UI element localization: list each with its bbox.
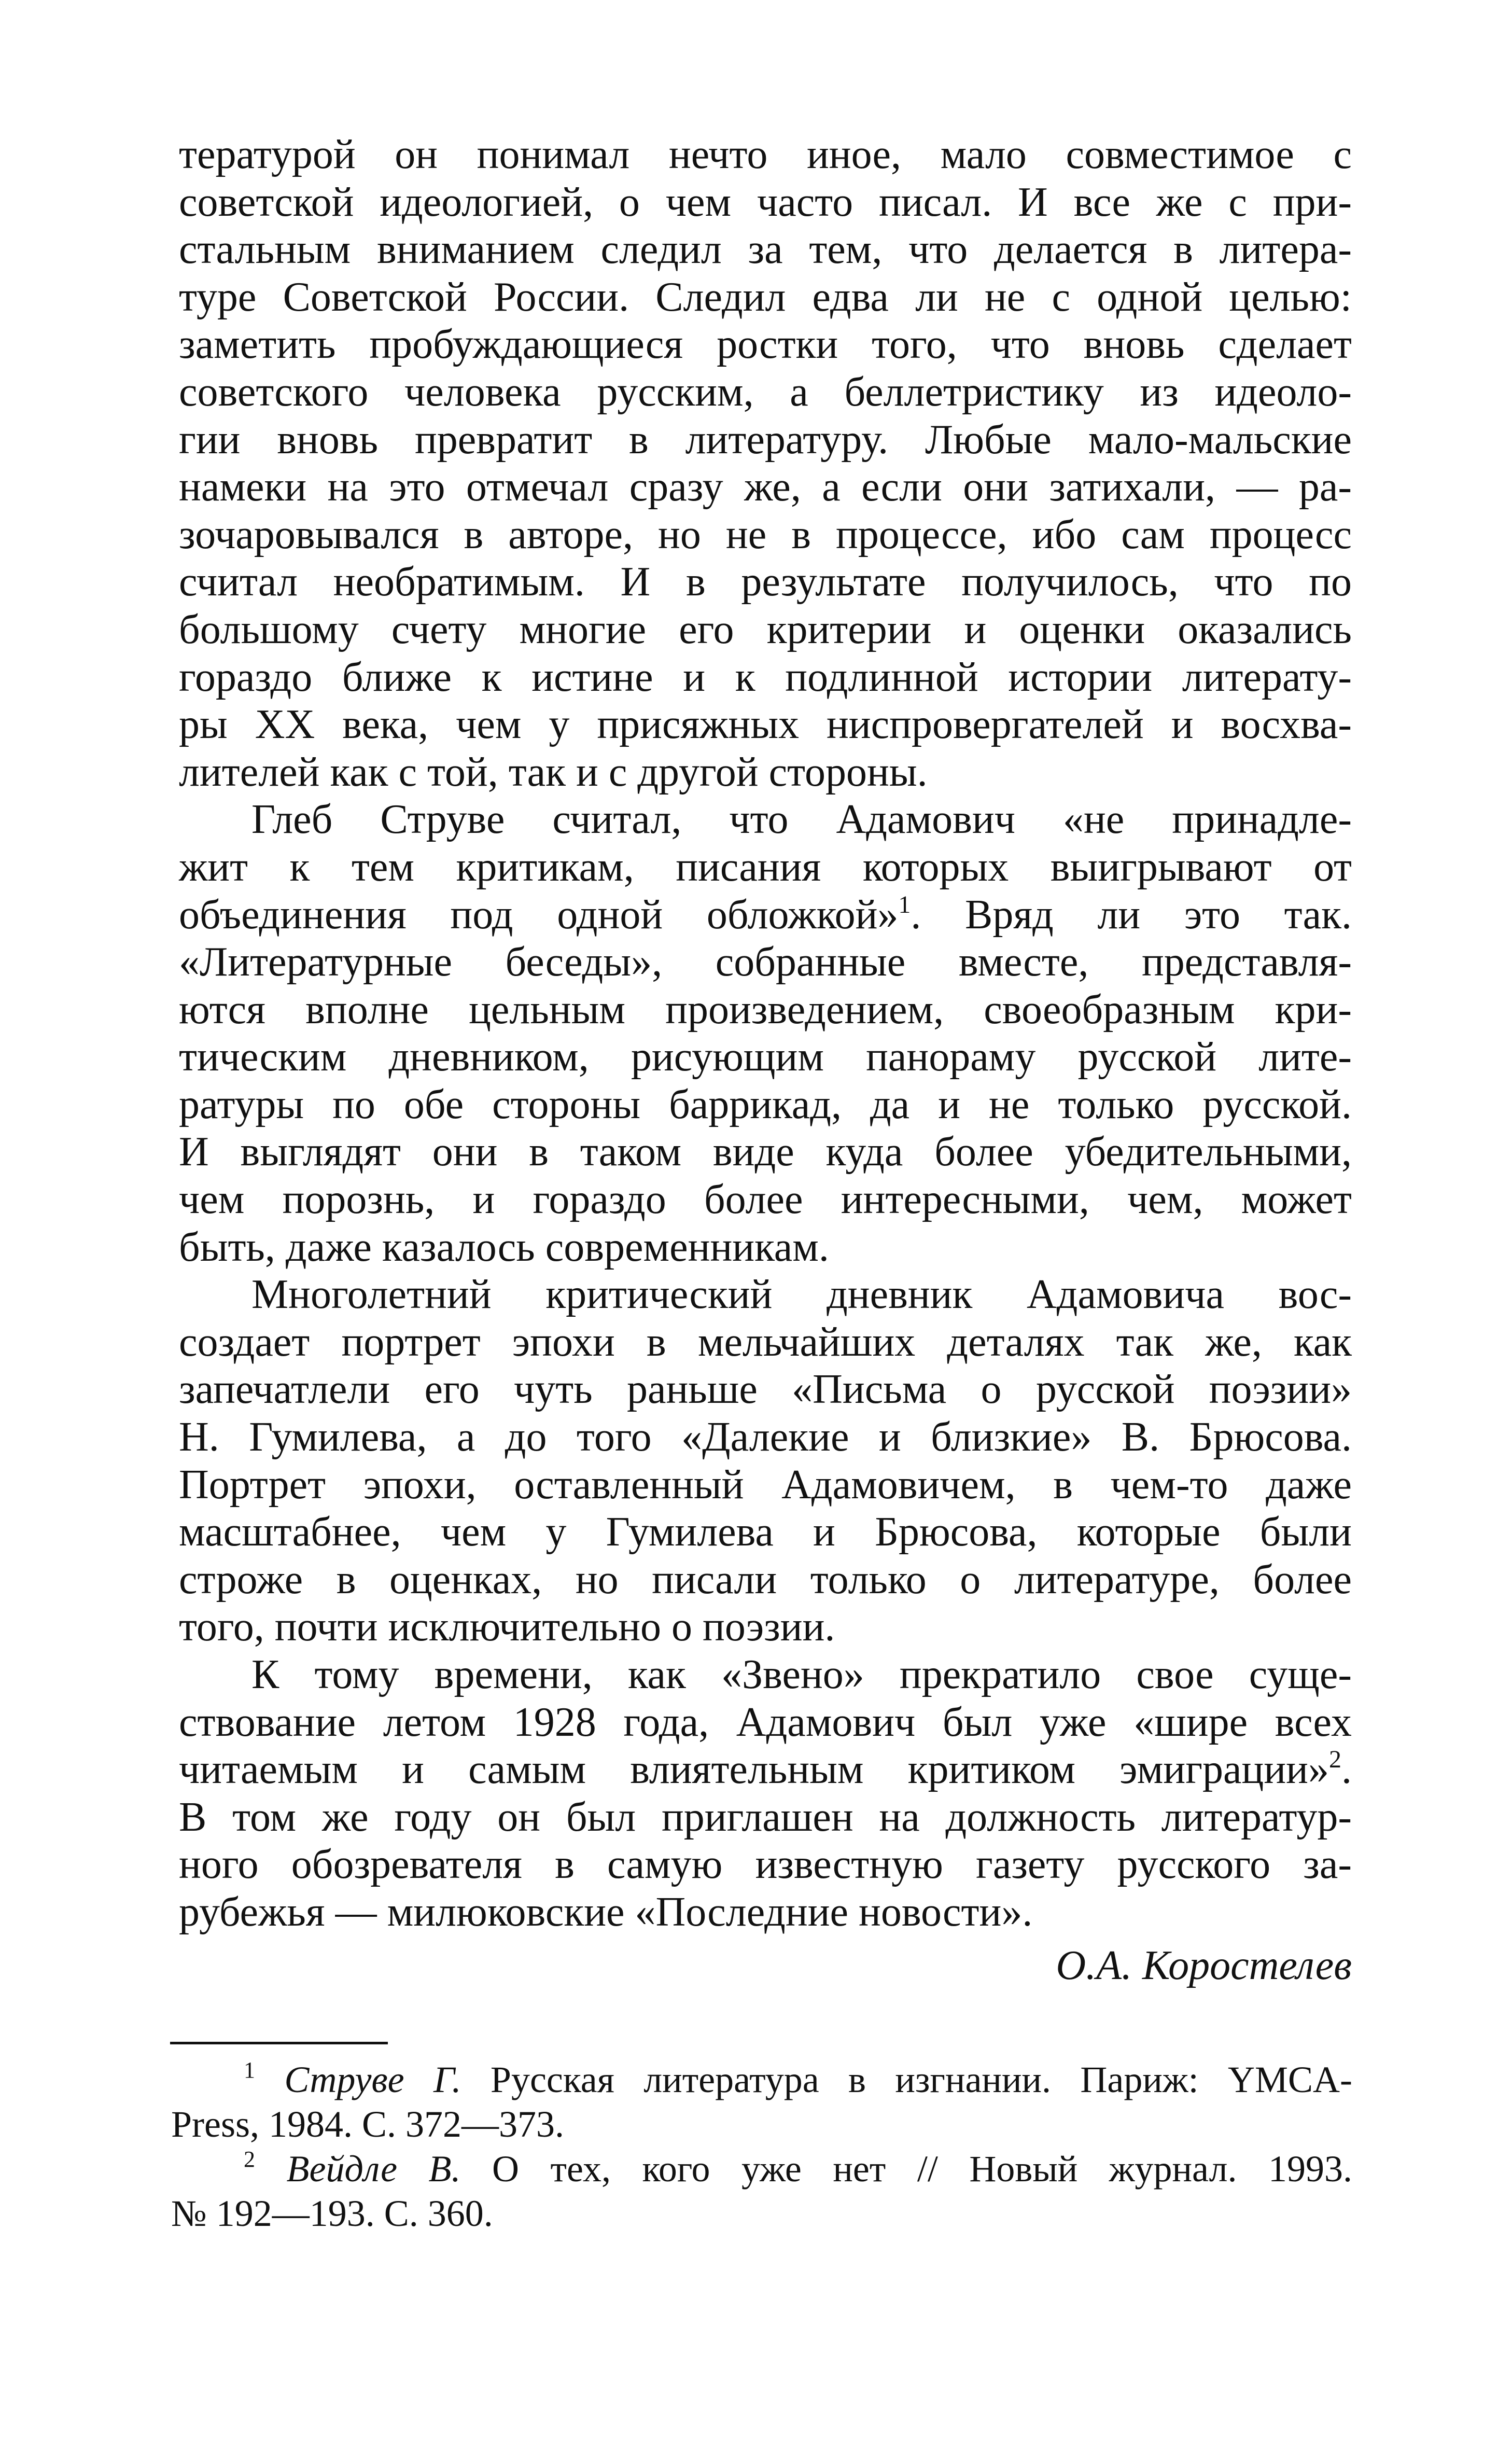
paragraph-2 bbox=[179, 796, 1352, 1271]
text-line: жит к тем критикам, писания которых выигрывают от bbox=[179, 844, 1352, 890]
text-line: чем порознь, и гораздо более интересными, чем, может bbox=[179, 1177, 1352, 1223]
text-line: гораздо ближе к истине и к подлинной истории литерату- bbox=[179, 654, 1352, 700]
text-line: ратуры по обе стороны баррикад, да и не только русской. bbox=[179, 1081, 1352, 1127]
text-line: зочаровывался в авторе, но не в процессе, ибо сам процесс bbox=[179, 511, 1352, 558]
text-line: запечатлели его чуть раньше «Письма о русской поэзии» bbox=[179, 1367, 1352, 1413]
footnotes bbox=[171, 2057, 1352, 2236]
footnote-mark: 1 bbox=[244, 2057, 255, 2083]
text-line: И выглядят они в таком виде куда более убедительными, bbox=[179, 1129, 1352, 1175]
footnote-line: Press, 1984. С. 372—373. bbox=[171, 2103, 565, 2145]
footnote-1 bbox=[171, 2057, 1352, 2147]
text-line: масштабнее, чем у Гумилева и Брюсова, которые были bbox=[179, 1509, 1352, 1555]
text-line: лителей как с той, так и с другой стороны. bbox=[179, 749, 928, 795]
text-line: того, почти исключительно о поэзии. bbox=[179, 1604, 835, 1650]
text-line: строже в оценках, но писали только о литературе, более bbox=[179, 1556, 1352, 1603]
text-line: стальным вниманием следил за тем, что делается в литера- bbox=[179, 227, 1352, 273]
text-line: Портрет эпохи, оставленный Адамовичем, в чем-то даже bbox=[179, 1461, 1352, 1508]
footnote-mark: 2 bbox=[244, 2147, 255, 2172]
footnote-line bbox=[171, 2147, 1352, 2191]
footnote-divider bbox=[170, 2042, 388, 2044]
text-line: считал необратимым. И в результате получилось, что по bbox=[179, 559, 1352, 605]
footnote-text: О тех, кого уже нет // Новый журнал. 1993. bbox=[460, 2148, 1353, 2190]
text-line: тическим дневником, рисующим панораму русской лите- bbox=[179, 1034, 1352, 1080]
text-line: рубежья — милюковские «Последние новости». bbox=[179, 1889, 1033, 1935]
footnote-2 bbox=[171, 2147, 1352, 2236]
footnote-ref-1[interactable]: 1 bbox=[898, 890, 911, 918]
text-line: К тому времени, как «Звено» прекратило свое суще- bbox=[251, 1652, 1352, 1697]
footnote-line: № 192—193. С. 360. bbox=[171, 2193, 493, 2234]
text-line: Многолетний критический дневник Адамовича вос- bbox=[251, 1272, 1352, 1318]
paragraph-3 bbox=[179, 1271, 1352, 1651]
text-line: быть, даже казалось современникам. bbox=[179, 1224, 829, 1270]
text-fragment: читаемым и самым влиятельным критиком эмиграции» bbox=[179, 1747, 1329, 1793]
text-line: советского человека русским, а беллетристику из идеоло- bbox=[179, 369, 1352, 415]
text-line: ры XX века, чем у присяжных ниспровергателей и восхва- bbox=[179, 702, 1352, 748]
text-line bbox=[179, 1746, 1352, 1794]
footnote-text: Русская литература в изгнании. Париж: YMCA- bbox=[461, 2059, 1352, 2100]
text-line: большому счету многие его критерии и оценки оказались bbox=[179, 606, 1352, 652]
text-fragment: . bbox=[1341, 1747, 1352, 1793]
footnote-author: Струве Г. bbox=[284, 2059, 461, 2100]
footnote-ref-2[interactable]: 2 bbox=[1329, 1746, 1341, 1774]
paragraph-4 bbox=[179, 1651, 1352, 1936]
footnote-line bbox=[171, 2057, 1352, 2102]
text-line: советской идеологией, о чем часто писал. И все же с при- bbox=[179, 179, 1352, 225]
paragraph-1 bbox=[179, 131, 1352, 796]
text-fragment: объединения под одной обложкой» bbox=[179, 891, 899, 938]
text-fragment: . Вряд ли это так. bbox=[911, 891, 1352, 938]
text-line: В том же году он был приглашен на должность литератур- bbox=[179, 1794, 1352, 1840]
text-line: намеки на это отмечал сразу же, а если они затихали, — ра- bbox=[179, 464, 1352, 510]
main-text bbox=[179, 131, 1352, 1936]
text-line: туре Советской России. Следил едва ли не с одной целью: bbox=[179, 274, 1352, 320]
author-signature: О.А. Коростелев bbox=[1056, 1943, 1352, 1988]
text-line: ствование летом 1928 года, Адамович был уже «шире всех bbox=[179, 1699, 1352, 1745]
text-line: «Литературные беседы», собранные вместе, представля- bbox=[179, 939, 1352, 985]
text-line: ного обозревателя в самую известную газету русского за- bbox=[179, 1842, 1352, 1888]
text-line: заметить пробуждающиеся ростки того, что вновь сделает bbox=[179, 322, 1352, 368]
text-line: гии вновь превратит в литературу. Любые мало-мальские bbox=[179, 416, 1352, 463]
text-line: тературой он понимал нечто иное, мало совместимое с bbox=[179, 132, 1352, 177]
text-line bbox=[179, 891, 1352, 939]
footnote-author: Вейдле В. bbox=[286, 2148, 461, 2190]
text-line: создает портрет эпохи в мельчайших деталях так же, как bbox=[179, 1319, 1352, 1365]
text-line: Глеб Струве считал, что Адамович «не принадле- bbox=[251, 797, 1352, 843]
text-line: ются вполне цельным произведением, своеобразным кри- bbox=[179, 986, 1352, 1033]
text-line: Н. Гумилева, а до того «Далекие и близкие» В. Брюсова. bbox=[179, 1414, 1352, 1460]
